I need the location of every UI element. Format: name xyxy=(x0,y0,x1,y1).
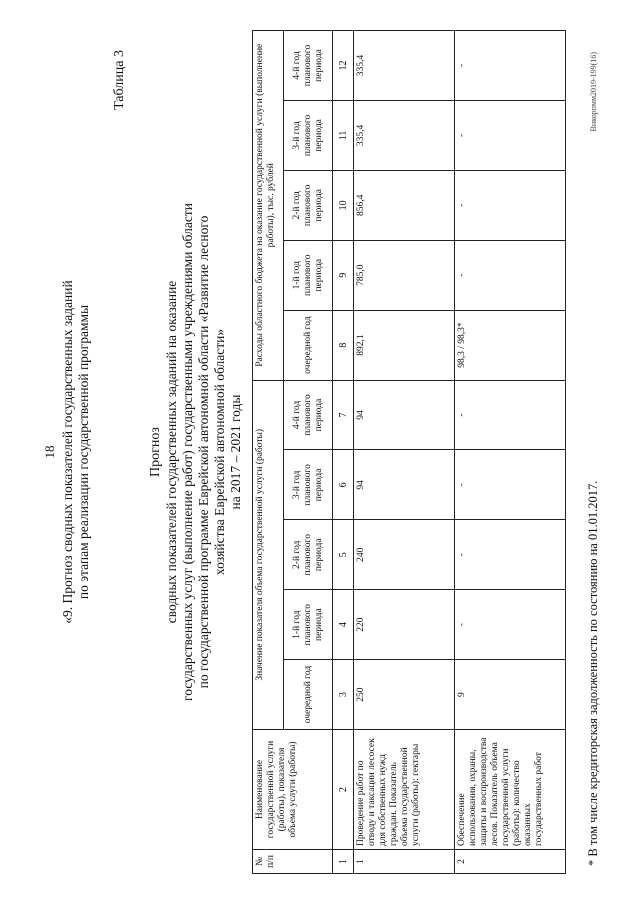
heading-line: на 2017 – 2021 годы xyxy=(228,394,243,510)
subheader-cell: 4-й год планового периода xyxy=(284,380,333,450)
column-number: 5 xyxy=(333,520,354,590)
subheader-cell: очередной год xyxy=(284,660,333,730)
expense-cell: - xyxy=(455,240,566,310)
column-number: 8 xyxy=(333,310,354,380)
subheader-cell: 4-й год планового периода xyxy=(284,31,333,101)
column-number: 1 xyxy=(333,850,354,874)
column-number: 11 xyxy=(333,100,354,170)
table-heading xyxy=(148,52,244,852)
heading-line: по государственной программе Еврейской автономной области «Развитие лесного xyxy=(196,215,211,689)
page-number: 18 xyxy=(42,445,57,459)
row-number: 1 xyxy=(354,850,455,874)
volume-cell: 94 xyxy=(354,450,455,520)
heading-line: государственных услуг (выполнение работ) государственными учреждениями области xyxy=(180,203,195,701)
col-name-header: Наименование государственной услуги (работы), показателя объема услуги (работы) xyxy=(253,730,333,850)
volume-cell: 94 xyxy=(354,380,455,450)
subheader-cell: 2-й год планового периода xyxy=(284,520,333,590)
subheader-cell: 2-й год планового периода xyxy=(284,170,333,240)
volume-cell: - xyxy=(455,450,566,520)
table-row xyxy=(455,31,566,874)
document-page xyxy=(20,12,620,892)
column-number: 7 xyxy=(333,380,354,450)
section-title-line: по этапам реализации государственной программы xyxy=(76,304,91,600)
column-number: 3 xyxy=(333,660,354,730)
column-number: 10 xyxy=(333,170,354,240)
volume-cell: - xyxy=(455,590,566,660)
expense-cell: 335,4 xyxy=(354,100,455,170)
expense-cell: 335,4 xyxy=(354,31,455,101)
subheader-cell: 3-й год планового периода xyxy=(284,100,333,170)
expense-cell: 856,4 xyxy=(354,170,455,240)
expense-cell: - xyxy=(455,31,566,101)
column-number: 6 xyxy=(333,450,354,520)
volume-cell: - xyxy=(455,520,566,590)
heading-line: хозяйства Еврейской автономной области» xyxy=(212,328,227,576)
volume-cell: 220 xyxy=(354,590,455,660)
section-title-line: «9. Прогноз сводных показателей государственных заданий xyxy=(60,280,75,624)
heading-line: сводных показателей государственных заданий на оказание xyxy=(164,280,179,624)
subheader-cell: очередной год xyxy=(284,310,333,380)
table-row xyxy=(354,31,455,874)
expense-cell: - xyxy=(455,100,566,170)
column-number-row xyxy=(333,31,354,874)
subheader-cell: 1-й год планового периода xyxy=(284,590,333,660)
table-header-row xyxy=(253,31,284,874)
heading-line: Прогноз xyxy=(148,427,163,477)
expense-cell: 98,3 / 98,3* xyxy=(455,310,566,380)
forecast-table xyxy=(252,30,566,874)
volume-cell: - xyxy=(455,380,566,450)
volume-group-header: Значение показателя объема государственной услуги (работы) xyxy=(253,380,284,729)
column-number: 4 xyxy=(333,590,354,660)
col-no-header: № п/п xyxy=(253,850,333,874)
section-title xyxy=(60,12,92,892)
footnote: * В том числе кредиторская задолженность по состоянию на 01.01.2017. xyxy=(586,480,600,866)
expense-cell: 785,0 xyxy=(354,240,455,310)
row-name: Обеспечение использования, охраны, защиты и воспроизводства лесов. Показатель объема государственной услуги (работы): количество оказанных государственных работ xyxy=(455,730,566,850)
volume-cell: 9 xyxy=(455,660,566,730)
budget-group-header: Расходы областного бюджета на оказание государственной услуги (выполнение работы), тыс. рублей xyxy=(253,31,284,381)
row-name: Проведение работ по отводу и таксации лесосек для собственных нужд граждан. Показатель объема государственной услуги (работы): гектары xyxy=(354,730,455,850)
expense-cell: 892,1 xyxy=(354,310,455,380)
column-number: 9 xyxy=(333,240,354,310)
volume-cell: 250 xyxy=(354,660,455,730)
table-label: Таблица 3 xyxy=(112,50,127,110)
expense-cell: - xyxy=(455,170,566,240)
row-number: 2 xyxy=(455,850,566,874)
document-stamp: Внкорпмм2019-199(16) xyxy=(589,52,598,132)
subheader-cell: 3-й год планового периода xyxy=(284,450,333,520)
volume-cell: 240 xyxy=(354,520,455,590)
column-number: 2 xyxy=(333,730,354,850)
subheader-cell: 1-й год планового периода xyxy=(284,240,333,310)
column-number: 12 xyxy=(333,31,354,101)
